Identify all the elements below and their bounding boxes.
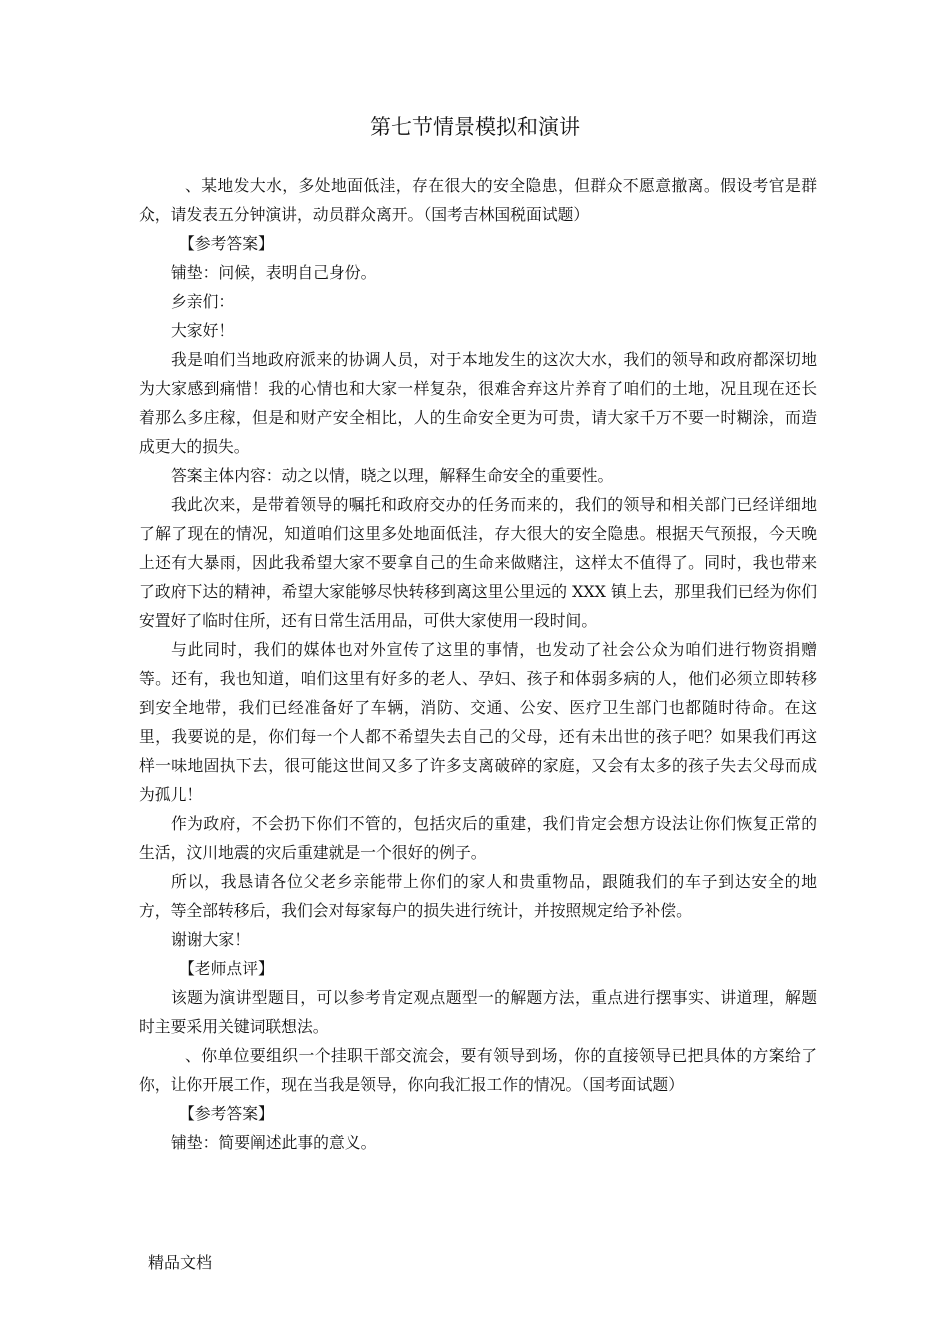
page-title: 第七节情景模拟和演讲: [370, 115, 580, 139]
paragraph: 乡亲们：: [171, 292, 235, 311]
paragraph: 所以，我恳请各位父老乡亲能带上你们的家人和贵重物品，跟随我们的车子到达安全的地方，等全部转移后，我们会对每家每户的损失进行统计，并按照规定给予补偿。: [139, 872, 817, 920]
paragraph: 该题为演讲型题目，可以参考肯定观点题型一的解题方法，重点进行摆事实、讲道理，解题时主要采用关键词联想法。: [139, 988, 817, 1036]
teacher-comment-heading: 【老师点评】: [179, 959, 274, 978]
paragraph: 大家好！: [171, 321, 235, 340]
footer-watermark-text: 精品文档: [148, 1253, 213, 1272]
paragraph: 谢谢大家！: [171, 930, 250, 949]
reference-answer-heading: 【参考答案】: [179, 234, 274, 253]
document-body: [139, 171, 817, 1157]
paragraph: 我是咱们当地政府派来的协调人员，对于本地发生的这次大水，我们的领导和政府都深切地为大家感到痛惜！我的心情也和大家一样复杂，很难舍弃这片养育了咱们的土地，况且现在还长着那么多庄稼，但是和财产安全相比，人的生命安全更为可贵，请大家千万不要一时糊涂，而造成更大的损失。: [139, 350, 817, 456]
paragraph: 铺垫：简要阐述此事的意义。: [171, 1133, 377, 1152]
paragraph: 与此同时，我们的媒体也对外宣传了这里的事情，也发动了社会公众为咱们进行物资捐赠等。还有，我也知道，咱们这里有好多的老人、孕妇、孩子和体弱多病的人，他们必须立即转移到安全地带，我们已经准备好了车辆，消防、交通、公安、医疗卫生部门也都随时待命。在这里，我要说的是，你们每一个人都不希望失去自己的父母，还有未出世的孩子吧？如果我们再这样一味地固执下去，很可能这世间又多了许多支离破碎的家庭，又会有太多的孩子失去父母而成为孤儿！: [139, 640, 817, 804]
paragraph: 作为政府，不会扔下你们不管的，包括灾后的重建，我们肯定会想方设法让你们恢复正常的生活，汶川地震的灾后重建就是一个很好的例子。: [139, 814, 817, 862]
reference-answer-heading: 【参考答案】: [179, 1104, 274, 1123]
question-2: 、你单位要组织一个挂职干部交流会，要有领导到场，你的直接领导已把具体的方案给了你，让你开展工作，现在当我是领导，你向我汇报工作的情况。（国考面试题）: [139, 1046, 817, 1094]
paragraph: 答案主体内容：动之以情，晓之以理，解释生命安全的重要性。: [171, 466, 614, 485]
paragraph: 铺垫：问候，表明自己身份。: [171, 263, 377, 282]
question-1: 、某地发大水，多处地面低洼，存在很大的安全隐患，但群众不愿意撤离。假设考官是群众，请发表五分钟演讲，动员群众离开。（国考吉林国税面试题）: [139, 176, 817, 224]
paragraph: 我此次来，是带着领导的嘱托和政府交办的任务而来的，我们的领导和相关部门已经详细地了解了现在的情况，知道咱们这里多处地面低洼，存大很大的安全隐患。根据天气预报，今天晚上还有大暴雨，因此我希望大家不要拿自己的生命来做赌注，这样太不值得了。同时，我也带来了政府下达的精神，希望大家能够尽快转移到离这里公里远的 XXX 镇上去，那里我们已经为你们安置好了临时住所，还有日常生活用品，可供大家使用一段时间。: [139, 495, 817, 630]
